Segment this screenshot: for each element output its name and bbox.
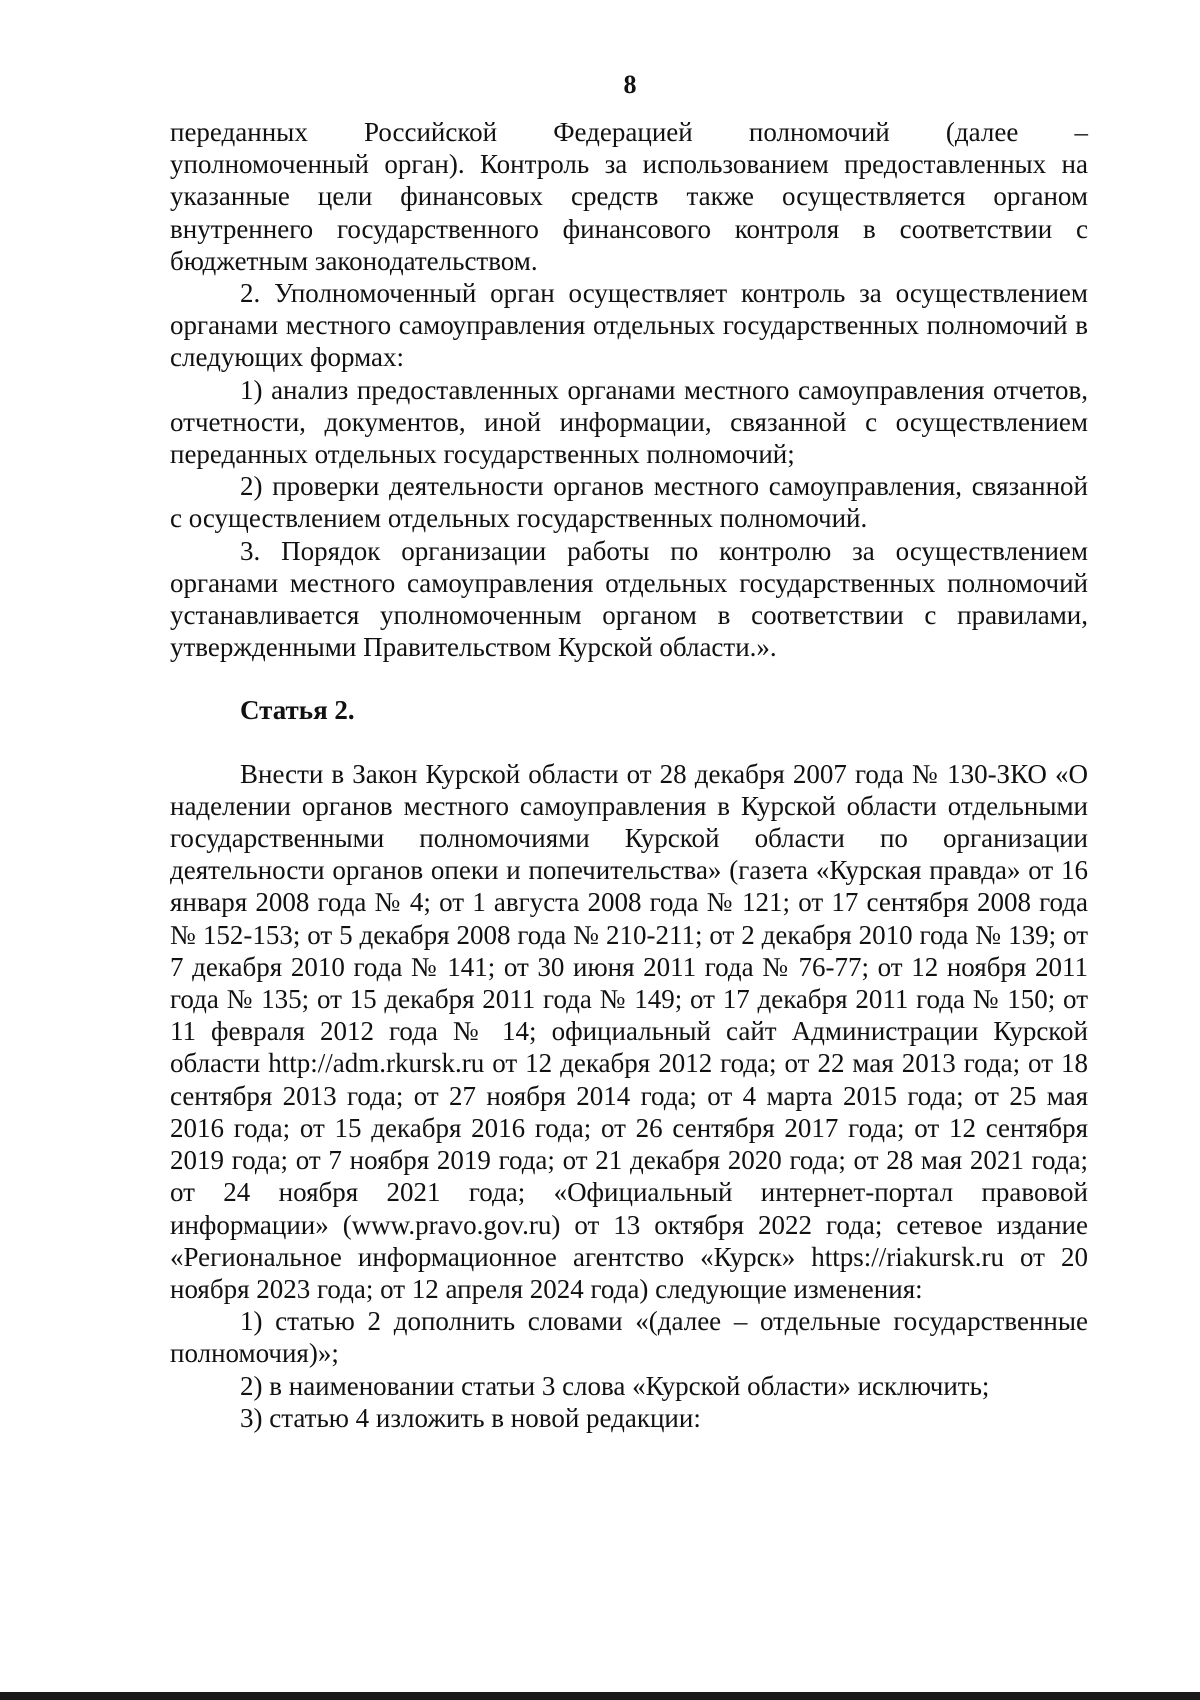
document-body <box>170 116 1088 1434</box>
paragraph-control-procedure: 3. Порядок организации работы по контролю за осуществлением органами местного самоуправления отдельных государственных полномочий устанавливается уполномоченным органом в соответствии с правилами, утвержденными Правительством Курской области.». <box>170 535 1088 663</box>
list-item-analysis: 1) анализ предоставленных органами местного самоуправления отчетов, отчетности, документов, иной информации, связанной с осуществлением переданных отдельных государственных полномочий; <box>170 374 1088 470</box>
list-item-amendment-1: 1) статью 2 дополнить словами «(далее – отдельные государственные полномочия)»; <box>170 1306 1088 1369</box>
scan-bottom-edge <box>0 1692 1200 1700</box>
page-number: 8 <box>623 70 637 99</box>
paragraph-continuation-line: переданных Российской Федерацией полномочий (далее – <box>170 117 1088 147</box>
article-heading: Статья 2. <box>240 695 355 726</box>
list-item-inspections: 2) проверки деятельности органов местного самоуправления, связанной с осуществлением отдельных государственных полномочий. <box>170 471 1088 534</box>
paragraph-amendment-intro: Внести в Закон Курской области от 28 декабря 2007 года № 130-ЗКО «О наделении органов местного самоуправления в Курской области отдельными государственными полномочиями Курской области по организации деятельности органов опеки и попечительства» (газета «Курская правда» от 16 января 2008 года № 4; от 1 августа 2008 года № 121; от 17 сентября 2008 года № 152-153; от 5 декабря 2008 года № 210-211; от 2 декабря 2010 года № 139; от 7 декабря 2010 года № 141; от 30 июня 2011 года № 76-77; от 12 ноября 2011 года № 135; от 15 декабря 2011 года № 149; от 17 декабря 2011 года № 150; от 11 февраля 2012 года № 14; официальный сайт Администрации Курской области http://adm.rkursk.ru от 12 декабря 2012 года; от 22 мая 2013 года; от 18 сентября 2013 года; от 27 ноября 2014 года; от 4 марта 2015 года; от 25 мая 2016 года; от 15 декабря 2016 года; от 26 сентября 2017 года; от 12 сентября 2019 года; от 7 ноября 2019 года; от 21 декабря 2020 года; от 28 мая 2021 года; от 24 ноября 2021 года; «Официальный интернет-портал правовой информации» (www.pravo.gov.ru) от 13 октября 2022 года; сетевое издание «Региональное информационное агентство «Курск» https://riakursk.ru от 20 ноября 2023 года; от 12 апреля 2024 года) следующие изменения: <box>170 758 1088 1304</box>
list-item-amendment-3: 3) статью 4 изложить в новой редакции: <box>240 1402 701 1433</box>
paragraph-control-forms: 2. Уполномоченный орган осуществляет контроль за осуществлением органами местного самоуправления отдельных государственных полномочий в следующих формах: <box>170 278 1088 373</box>
paragraph-continuation: уполномоченный орган). Контроль за использованием предоставленных на указанные цели финансовых средств также осуществляется органом внутреннего государственного финансового контроля в соответствии с бюджетным законодательством. <box>170 149 1088 276</box>
list-item-amendment-2: 2) в наименовании статьи 3 слова «Курской области» исключить; <box>240 1370 990 1401</box>
